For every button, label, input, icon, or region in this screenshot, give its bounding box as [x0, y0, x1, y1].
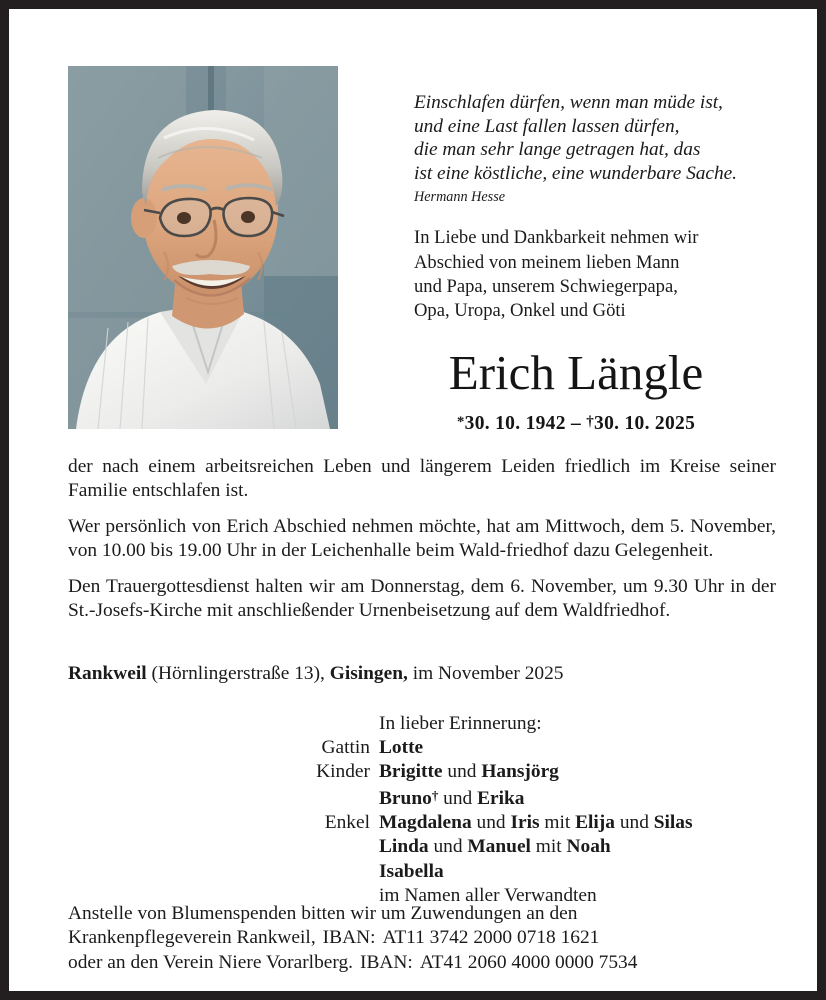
family-row-gattin	[68, 736, 776, 760]
family-names-enkel-3: Isabella	[379, 860, 444, 882]
portrait-illustration	[68, 66, 338, 429]
paragraph-viewing	[68, 515, 776, 564]
family-list	[68, 712, 776, 908]
family-label-enkel: Enkel	[324, 812, 370, 834]
donation-org-line-2	[68, 951, 788, 975]
quote-and-dedication	[414, 9, 786, 324]
paragraph-service-last: dem Waldfriedhof.	[524, 600, 671, 622]
family-names-kinder-1: Brigitte und Hansjörg	[379, 761, 559, 783]
family-row-enkel-3	[68, 860, 776, 884]
place-and-date-line	[68, 662, 776, 686]
quote-author: Hermann Hesse	[414, 189, 506, 206]
donation-org-1: Krankenpflegeverein Rankweil,	[68, 927, 316, 949]
paragraph-viewing-last: friedhof dazu Gelegenheit.	[506, 540, 714, 562]
portrait-photo	[68, 66, 338, 429]
paragraph-passing	[68, 455, 776, 504]
family-closing: im Namen aller Verwandten	[379, 884, 597, 906]
donation-org-2: oder an den Verein Niere Vorarlberg.	[68, 951, 354, 973]
dedication-line-3: und Papa, unserem Schwiegerpapa,	[414, 275, 678, 297]
paragraph-service	[68, 575, 776, 624]
paragraph-viewing-main: Wer persönlich von Erich Abschied nehmen möchte, hat am Mittwoch, dem 5. November, von 10.00 bis 19.00 Uhr in der Leichenhalle beim Wald-	[68, 515, 776, 562]
family-row-enkel-1	[68, 811, 776, 835]
town-secondary: Gisingen,	[329, 663, 408, 684]
body-paragraphs	[68, 455, 776, 623]
death-cross-icon: †	[586, 414, 595, 430]
family-names-enkel-1: Magdalena und Iris mit Elija und Silas	[379, 812, 693, 834]
family-heading: In lieber Erinnerung:	[379, 713, 542, 734]
iban-label-1: IBAN:	[322, 927, 376, 949]
street-address: (Hörnlingerstraße 13),	[146, 663, 330, 684]
death-date: 30. 10. 2025	[594, 413, 696, 434]
donation-footer	[68, 902, 788, 975]
family-names-gattin: Lotte	[379, 737, 424, 759]
birth-date: 30. 10. 1942	[464, 413, 566, 434]
town-primary: Rankweil	[68, 663, 147, 684]
donation-request-line: Anstelle von Blumenspenden bitten wir um Zuwendungen an den	[68, 903, 578, 924]
dedication-line-1: In Liebe und Dankbarkeit nehmen wir	[414, 227, 699, 249]
iban-value-1: AT11 3742 2000 0718 1621	[382, 927, 600, 949]
family-label-kinder: Kinder	[316, 761, 370, 783]
family-row-kinder-1	[68, 760, 776, 784]
donation-org-line-1	[68, 926, 788, 950]
memorial-quote	[414, 91, 786, 185]
family-names-kinder-2: Bruno† und Erika	[379, 788, 525, 810]
date-separator: –	[570, 413, 582, 434]
paragraph-service-main: Den Trauergottesdienst halten wir am Donnerstag, dem 6. November, um 9.30 Uhr in der St.-Josefs-Kirche mit anschließender Urnenbeisetzung auf	[68, 575, 776, 622]
quote-line-1: Einschlafen dürfen, wenn man müde ist,	[414, 92, 723, 113]
header-section	[9, 9, 817, 433]
birth-star-icon: *	[456, 414, 465, 430]
quote-line-3: die man sehr lange getragen hat, das	[414, 139, 701, 161]
deceased-child-cross-icon: †	[431, 788, 439, 804]
quote-line-4: ist eine köstliche, eine wunderbare Sache.	[414, 162, 737, 184]
deceased-name: Erich Längle	[448, 345, 704, 400]
family-row-enkel-2	[68, 835, 776, 859]
dedication-line-2: Abschied von meinem lieben Mann	[414, 251, 680, 273]
paragraph-passing-last: Kreise seiner Familie entschlafen ist.	[68, 456, 776, 502]
paragraph-passing-main: der nach einem arbeitsreichen Leben und längerem Leiden friedlich im	[68, 456, 661, 477]
iban-value-2: AT41 2060 4000 0000 7534	[419, 951, 638, 973]
iban-label-2: IBAN:	[360, 951, 413, 973]
family-row-kinder-2	[68, 784, 776, 811]
quote-line-2: und eine Last fallen lassen dürfen,	[414, 115, 680, 137]
obituary-sheet	[9, 9, 817, 991]
life-dates	[361, 410, 791, 436]
notice-month: im November 2025	[407, 663, 564, 684]
dedication-line-4: Opa, Uropa, Onkel und Göti	[414, 300, 626, 322]
dedication-text	[414, 226, 786, 323]
family-heading-row	[68, 712, 776, 736]
family-names-enkel-2: Linda und Manuel mit Noah	[379, 836, 611, 858]
family-label-gattin: Gattin	[321, 737, 370, 759]
